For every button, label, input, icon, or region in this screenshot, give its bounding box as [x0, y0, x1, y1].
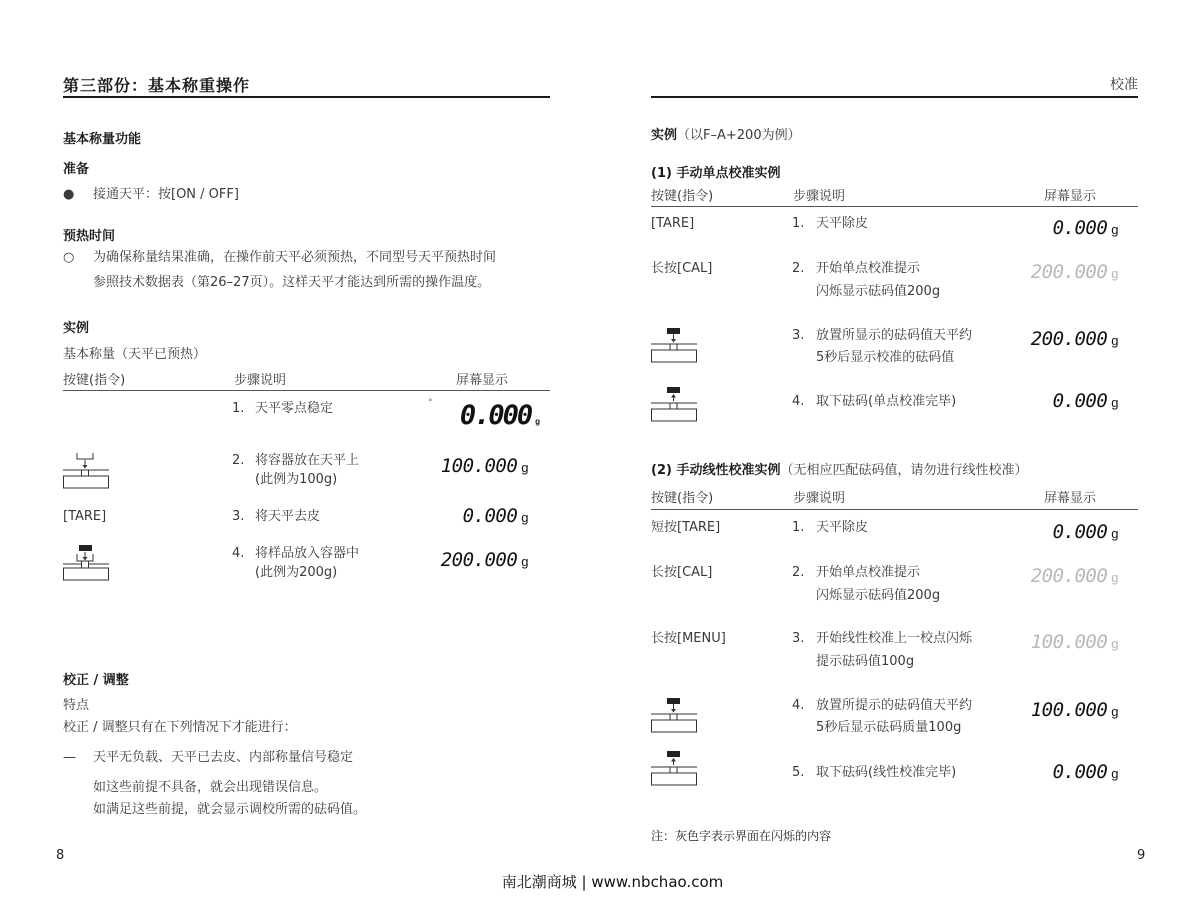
key-tare: [TARE] — [651, 216, 695, 231]
step-text: 天平除皮 — [816, 216, 869, 231]
col-header-key: 按键(指令) — [651, 189, 714, 204]
display-reading-blinking — [1031, 261, 1118, 283]
display-value: 100.000 — [440, 455, 518, 477]
step-number: 3. — [792, 631, 805, 646]
note-line-1: 如这些前提不具备，就会出现错误信息。 — [93, 780, 328, 795]
condition-text: 天平无负载、天平已去皮、内部称量信号稳定 — [93, 750, 354, 765]
place-sample-icon — [63, 544, 109, 582]
key-short-press-tare: 短按[TARE] — [651, 520, 721, 535]
single-point-title: (1) 手动单点校准实例 — [651, 166, 781, 181]
step-text-sub: 5秒后显示砝码质量100g — [816, 720, 962, 735]
features-intro: 校正 / 调整只有在下列情况下才能进行： — [63, 720, 297, 735]
step-text: 放置所提示的砝码值天平约 — [816, 698, 973, 713]
display-value: 0.000 — [1052, 390, 1108, 412]
step-text-sub: 提示砝码值100g — [816, 654, 915, 669]
step-number: 1. — [792, 216, 805, 231]
key-long-press-menu: 长按[MENU] — [651, 631, 726, 646]
place-container-icon — [63, 452, 109, 490]
right-example-heading — [651, 125, 801, 147]
display-unit: g — [1111, 570, 1118, 585]
table-header-rule — [651, 509, 1138, 510]
col-header-key: 按键(指令) — [651, 491, 714, 506]
display-reading — [441, 549, 528, 571]
display-reading — [1053, 521, 1118, 543]
remove-weight-icon — [651, 387, 697, 423]
display-reading — [1031, 328, 1118, 350]
step-text: 将容器放在天平上 — [255, 453, 360, 468]
col-header-display: 屏幕显示 — [456, 373, 509, 388]
step-number: 4. — [232, 546, 245, 561]
step-number: 2. — [792, 261, 805, 276]
display-value: 0.000 — [1052, 761, 1108, 783]
linear-title-main: (2) 手动线性校准实例 — [651, 463, 781, 478]
col-header-display: 屏幕显示 — [1044, 189, 1097, 204]
display-reading — [1053, 217, 1118, 239]
display-value: 200.000 — [1030, 261, 1108, 283]
step-text: 开始线性校准上一校点闪烁 — [816, 631, 973, 646]
step-text-sub: 闪烁显示砝码值200g — [816, 588, 941, 603]
page-number-left: 8 — [56, 848, 65, 863]
prep-text: 接通天平：按[ON / OFF] — [93, 187, 239, 202]
step-text: 天平零点稳定 — [255, 401, 334, 416]
step-number: 2. — [792, 565, 805, 580]
display-value: 200.000 — [1030, 565, 1108, 587]
warmup-line-1: 为确保称量结果准确，在操作前天平必须预热，不同型号天平预热时间 — [93, 250, 497, 265]
display-unit: g — [1111, 266, 1118, 281]
step-text: 天平除皮 — [816, 520, 869, 535]
features-label: 特点 — [63, 698, 90, 713]
display-reading-blinking — [1031, 631, 1118, 653]
step-text-sub: (此例为100g) — [255, 472, 338, 487]
display-value: 200.000 — [1030, 328, 1108, 350]
display-value: 100.000 — [1030, 631, 1108, 653]
step-text-sub: (此例为200g) — [255, 565, 338, 580]
display-reading — [1053, 761, 1118, 783]
key-long-press-cal: 长按[CAL] — [651, 565, 713, 580]
bullet-filled-icon: ● — [63, 187, 75, 202]
display-value: 0.000 — [459, 400, 532, 431]
display-unit: g — [521, 460, 528, 475]
section-example: 实例 — [63, 321, 90, 336]
step-text-sub: 5秒后显示校准的砝码值 — [816, 350, 955, 365]
remove-weight-icon — [651, 751, 697, 787]
key-long-press-cal: 长按[CAL] — [651, 261, 713, 276]
step-number: 1. — [232, 401, 245, 416]
display-value: 0.000 — [462, 505, 518, 527]
display-reading — [1053, 390, 1118, 412]
col-header-step: 步骤说明 — [793, 491, 846, 506]
stability-indicator-icon: ° — [428, 398, 433, 408]
display-unit: g — [1111, 222, 1118, 237]
section-preparation: 准备 — [63, 162, 90, 177]
step-text: 开始单点校准提示 — [816, 565, 921, 580]
step-text: 将天平去皮 — [255, 509, 321, 524]
col-header-display: 屏幕显示 — [1044, 491, 1097, 506]
display-unit: g — [1111, 333, 1118, 348]
step-text: 取下砝码(线性校准完毕) — [816, 765, 957, 780]
place-weight-icon — [651, 698, 697, 734]
left-page-title: 第三部份：基本称重操作 — [63, 76, 251, 95]
example-caption: 基本称量（天平已预热） — [63, 347, 207, 362]
display-unit: g — [1111, 395, 1118, 410]
step-text: 取下砝码(单点校准完毕) — [816, 394, 957, 409]
step-number: 2. — [232, 453, 245, 468]
display-reading — [463, 505, 528, 527]
display-value: 0.000 — [1052, 521, 1108, 543]
display-value: 0.000 — [1052, 217, 1108, 239]
dash-bullet-icon: — — [63, 750, 76, 765]
step-text-sub: 闪烁显示砝码值200g — [816, 284, 941, 299]
example-label: 实例 — [651, 128, 678, 143]
right-page-title: 校准 — [1110, 77, 1138, 93]
display-value: 100.000 — [1030, 699, 1108, 721]
col-header-key: 按键(指令) — [63, 373, 126, 388]
step-text: 将样品放入容器中 — [255, 546, 360, 561]
display-reading — [460, 400, 538, 431]
section-adjustment: 校正 / 调整 — [63, 673, 129, 688]
right-header-rule — [651, 96, 1138, 98]
warmup-line-2: 参照技术数据表（第26–27页）。这样天平才能达到所需的操作温度。 — [93, 275, 491, 290]
display-unit: g — [1111, 636, 1118, 651]
step-number: 4. — [792, 394, 805, 409]
step-number: 4. — [792, 698, 805, 713]
site-footer: 南北潮商城 | www.nbchao.com — [501, 873, 724, 891]
step-text: 开始单点校准提示 — [816, 261, 921, 276]
col-header-step: 步骤说明 — [793, 189, 846, 204]
note-line-2: 如满足这些前提，就会显示调校所需的砝码值。 — [93, 802, 367, 817]
linear-title-note: （无相应匹配砝码值，请勿进行线性校准） — [780, 463, 1028, 478]
linear-calibration-title — [651, 460, 1027, 482]
section-basic-weighing: 基本称量功能 — [63, 132, 142, 147]
display-unit: g — [535, 417, 538, 426]
place-weight-icon — [651, 328, 697, 364]
display-reading — [441, 455, 528, 477]
table-header-rule — [651, 206, 1138, 207]
display-unit: g — [1111, 526, 1118, 541]
step-number: 1. — [792, 520, 805, 535]
display-value: 200.000 — [440, 549, 518, 571]
step-number: 5. — [792, 765, 805, 780]
step-number: 3. — [232, 509, 245, 524]
display-unit: g — [521, 554, 528, 569]
left-header-rule — [63, 96, 550, 98]
example-model: （以F–A+200为例） — [677, 128, 801, 143]
display-unit: g — [1111, 704, 1118, 719]
display-unit: g — [521, 510, 528, 525]
step-number: 3. — [792, 328, 805, 343]
display-reading-blinking — [1031, 565, 1118, 587]
step-text: 放置所显示的砝码值天平约 — [816, 328, 973, 343]
display-reading — [1031, 699, 1118, 721]
footnote: 注：灰色字表示界面在闪烁的内容 — [651, 829, 832, 843]
section-warmup: 预热时间 — [63, 229, 116, 244]
page-number-right: 9 — [1137, 848, 1146, 863]
display-unit: g — [1111, 766, 1118, 781]
key-tare: [TARE] — [63, 509, 107, 524]
bullet-hollow-icon: ○ — [63, 250, 75, 265]
table-header-rule — [63, 390, 550, 391]
col-header-step: 步骤说明 — [234, 373, 287, 388]
